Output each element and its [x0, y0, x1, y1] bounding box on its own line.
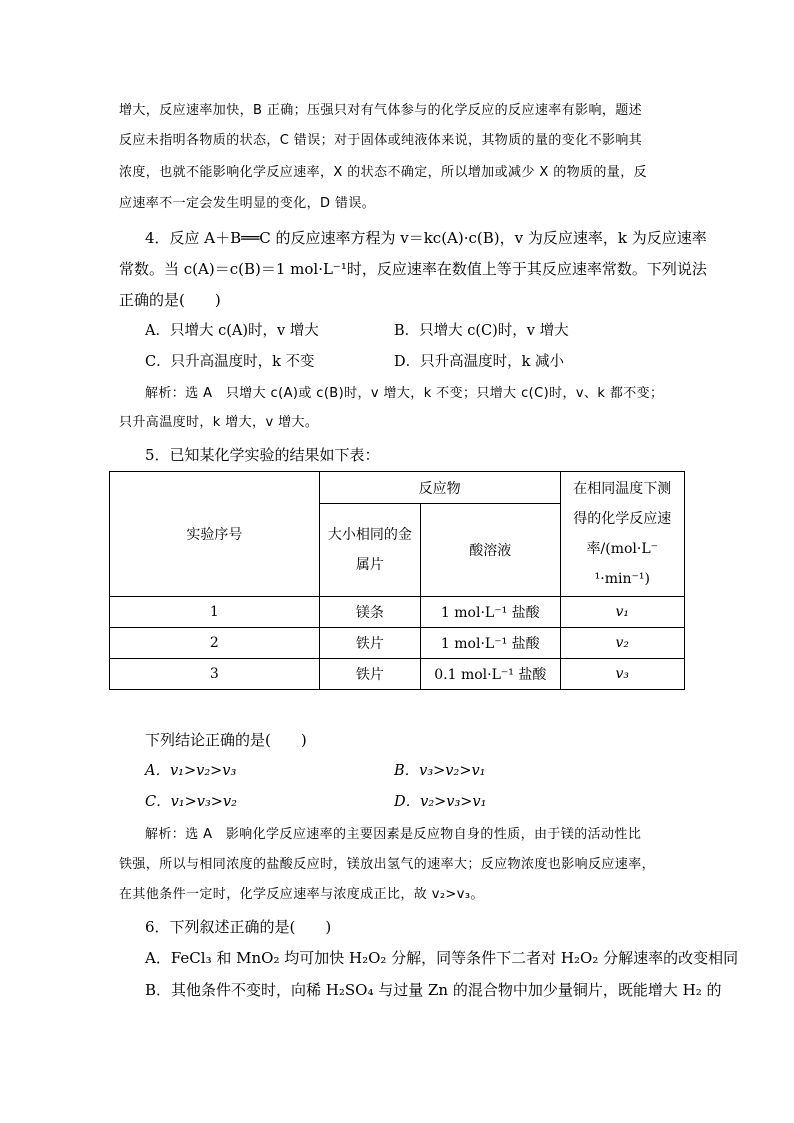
q4-stem-line-2: 常数。当 c(A)＝c(B)＝1 mol·L⁻¹时，反应速率在数值上等于其反应速率常数。下列说法	[119, 260, 707, 278]
cell-metal: 铁片	[319, 659, 420, 690]
cell-metal: 铁片	[319, 628, 420, 659]
q4-option-d: D．只升高温度时，k 减小	[394, 354, 565, 370]
cell-no: 2	[110, 628, 320, 659]
table-row	[110, 628, 685, 659]
header-metal	[319, 504, 420, 597]
cell-rate: v₃	[560, 659, 684, 690]
q5-analysis-line-1: 解析：选 A 影响化学反应速率的主要因素是反应物自身的性质，由于镁的活动性比	[145, 827, 642, 842]
q4-stem-line-1: 4．反应 A＋B══C 的反应速率方程为 v＝kc(A)·c(B)，v 为反应速率，k 为反应速率	[145, 229, 707, 247]
cell-rate: v₁	[560, 597, 684, 628]
cell-no: 1	[110, 597, 320, 628]
table-row	[110, 597, 685, 628]
q6-stem: 6．下列叙述正确的是( )	[145, 918, 332, 936]
header-rate-line-1: 在相同温度下测	[573, 481, 672, 497]
q6-option-a: A．FeCl₃ 和 MnO₂ 均可加快 H₂O₂ 分解，同等条件下二者对 H₂O₂ 分解速率的改变相同	[145, 949, 739, 967]
header-serial: 实验序号	[110, 472, 320, 597]
q5-analysis-line-2: 铁强，所以与相同浓度的盐酸反应时，镁放出氢气的速率大；反应物浓度也影响反应速率，	[119, 857, 656, 872]
experiment-table	[109, 471, 685, 690]
prev-analysis-line-3: 浓度，也就不能影响化学反应速率，X 的状态不确定，所以增加或减少 X 的物质的量，反	[119, 165, 648, 180]
header-metal-line-2: 属片	[355, 557, 384, 573]
q4-option-b: B．只增大 c(C)时，v 增大	[394, 323, 569, 339]
q5-question: 下列结论正确的是( )	[145, 731, 307, 749]
cell-acid: 0.1 mol·L⁻¹ 盐酸	[421, 659, 560, 690]
prev-analysis-line-2: 反应未指明各物质的状态，C 错误；对于固体或纯液体来说，其物质的量的变化不影响其	[119, 133, 643, 148]
header-rate	[560, 472, 684, 597]
cell-acid: 1 mol·L⁻¹ 盐酸	[421, 597, 560, 628]
cell-no: 3	[110, 659, 320, 690]
q5-option-c: C．v₁>v₃>v₂	[145, 794, 237, 810]
header-rate-line-4: ¹·min⁻¹)	[594, 571, 650, 587]
cell-acid: 1 mol·L⁻¹ 盐酸	[421, 628, 560, 659]
header-rate-line-3: 率/(mol·L⁻	[586, 541, 659, 557]
cell-metal: 镁条	[319, 597, 420, 628]
q5-option-a: A．v₁>v₂>v₃	[145, 763, 237, 779]
q5-option-d: D．v₂>v₃>v₁	[394, 794, 487, 810]
q4-analysis-line-2: 只升高温度时，k 增大，v 增大。	[119, 415, 319, 430]
cell-rate: v₂	[560, 628, 684, 659]
header-reactants: 反应物	[319, 472, 560, 504]
q5-stem: 5．已知某化学实验的结果如下表：	[145, 446, 380, 464]
prev-analysis-line-4: 应速率不一定会发生明显的变化，D 错误。	[119, 196, 376, 211]
q5-option-b: B．v₃>v₂>v₁	[394, 763, 486, 779]
q4-stem-line-3: 正确的是( )	[119, 291, 221, 309]
q4-option-a: A．只增大 c(A)时，v 增大	[145, 323, 319, 339]
q6-option-b: B．其他条件不变时，向稀 H₂SO₄ 与过量 Zn 的混合物中加少量铜片，既能增大 H₂ 的	[145, 981, 722, 999]
header-acid: 酸溶液	[421, 504, 560, 597]
q4-analysis-line-1: 解析：选 A 只增大 c(A)或 c(B)时，v 增大，k 不变；只增大 c(C)时，v、k 都不变；	[145, 386, 664, 401]
q4-option-c: C．只升高温度时，k 不变	[145, 354, 315, 370]
q5-analysis-line-3: 在其他条件一定时，化学反应速率与浓度成正比，故 v₂>v₃。	[119, 887, 484, 902]
header-metal-line-1: 大小相同的金	[327, 527, 412, 543]
table-row	[110, 659, 685, 690]
header-rate-line-2: 得的化学反应速	[573, 511, 672, 527]
prev-analysis-line-1: 增大，反应速率加快，B 正确；压强只对有气体参与的化学反应的反应速率有影响，题述	[119, 103, 643, 118]
